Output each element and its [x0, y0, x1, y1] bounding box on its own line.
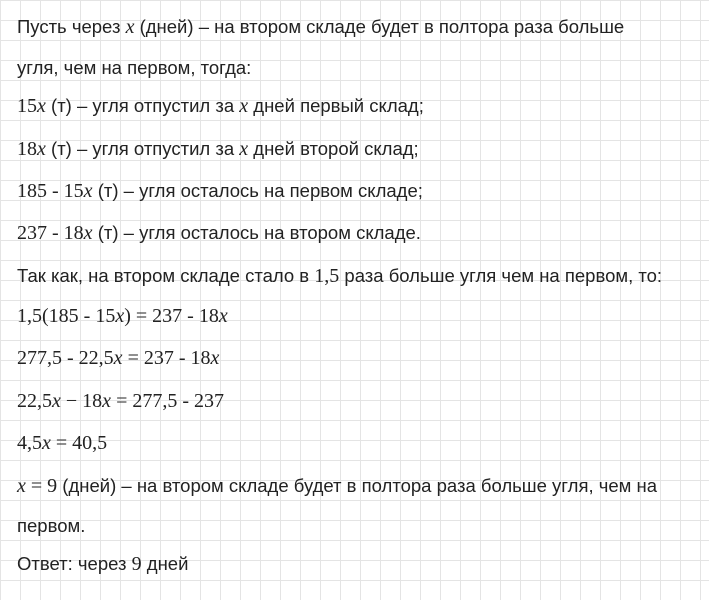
- math-number: 18: [17, 138, 37, 160]
- equation-line: [17, 390, 224, 412]
- equation-line: [17, 347, 219, 369]
- line-text: дней второй склад;: [248, 138, 419, 159]
- math-variable: x: [218, 305, 228, 327]
- line-text: угля, чем на первом, тогда:: [17, 57, 252, 78]
- math-variable: x: [125, 16, 135, 38]
- equation-line: [17, 432, 107, 454]
- math-variable: x: [42, 432, 51, 454]
- math-number: 4,5: [17, 432, 42, 454]
- math-variable: x: [102, 390, 112, 412]
- answer-line: [17, 553, 188, 575]
- math-variable: x: [83, 180, 93, 202]
- equation-line: [17, 305, 228, 327]
- text-line: [17, 95, 424, 117]
- math-variable: x: [52, 390, 61, 412]
- math-number: 15: [17, 95, 37, 117]
- text-line: [17, 475, 657, 497]
- text-line: [17, 265, 662, 287]
- text-line: [17, 138, 419, 160]
- line-text: (дней) – на втором складе будет в полтора раза больше угля, чем на: [57, 475, 658, 496]
- line-text: дней: [141, 553, 189, 574]
- math-variable: x: [17, 475, 26, 497]
- line-text: (т) – угля отпустил за: [45, 138, 240, 159]
- math-number: = 40,5: [50, 432, 108, 454]
- math-number: 277,5 - 22,5: [17, 347, 114, 369]
- text-line: [17, 180, 423, 202]
- text-line: [17, 515, 85, 537]
- math-number: = 277,5 - 237: [111, 390, 225, 412]
- line-text: (т) – угля отпустил за: [45, 95, 240, 116]
- text-line: [17, 222, 421, 244]
- math-variable: x: [210, 347, 220, 369]
- math-number: 1,5(185 - 15: [17, 305, 116, 327]
- line-text: Пусть через: [17, 16, 126, 37]
- text-line: [17, 57, 251, 79]
- math-number: − 18: [60, 390, 103, 412]
- line-text: Ответ: через: [17, 553, 132, 574]
- math-variable: x: [83, 222, 93, 244]
- math-number: ) = 237 - 18: [124, 305, 219, 327]
- math-number: = 9: [25, 475, 58, 497]
- line-text: Так как, на втором складе стало в: [17, 265, 315, 286]
- math-number: 1,5: [314, 265, 340, 287]
- math-variable: x: [113, 347, 123, 369]
- math-variable: x: [37, 138, 46, 160]
- math-variable: x: [37, 95, 46, 117]
- line-text: (т) – угля осталось на втором складе.: [92, 222, 421, 243]
- math-variable: x: [239, 95, 249, 117]
- line-text: первом.: [17, 515, 86, 536]
- math-number: 22,5: [17, 390, 52, 412]
- math-variable: x: [115, 305, 125, 327]
- math-variable: x: [239, 138, 249, 160]
- line-text: раза больше угля чем на первом, то:: [339, 265, 663, 286]
- text-line: [17, 16, 624, 38]
- line-text: дней первый склад;: [248, 95, 424, 116]
- line-text: (т) – угля осталось на первом складе;: [92, 180, 423, 201]
- math-number: = 237 - 18: [122, 347, 211, 369]
- math-number: 9: [131, 553, 142, 575]
- math-number: 185 - 15: [17, 180, 84, 202]
- math-number: 237 - 18: [17, 222, 84, 244]
- line-text: (дней) – на втором складе будет в полтора раза больше: [134, 16, 625, 37]
